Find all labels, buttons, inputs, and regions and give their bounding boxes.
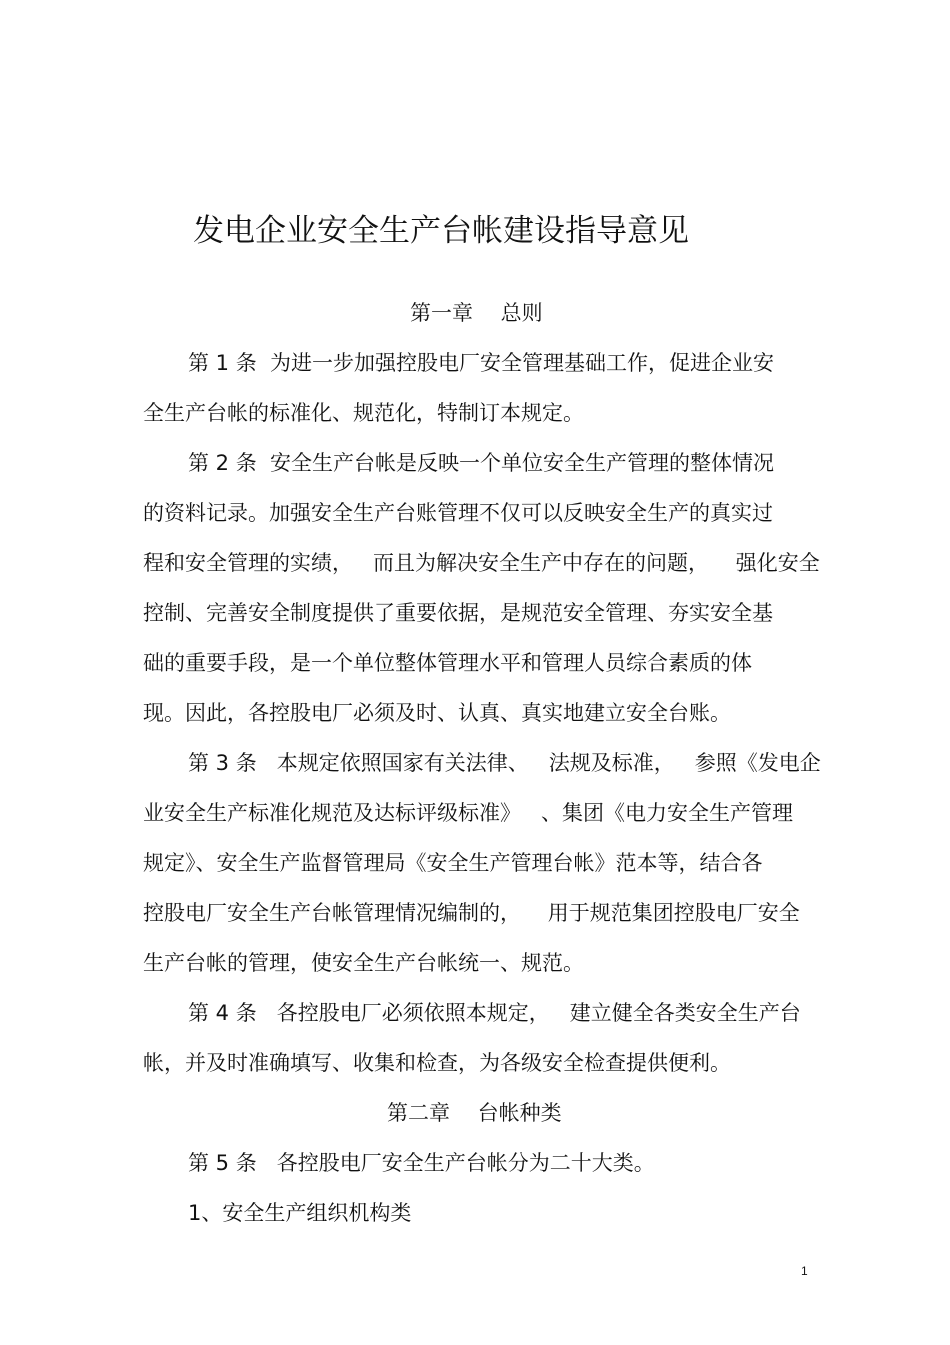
page-number: 1	[801, 1264, 808, 1278]
article-3-line-1: 第 3 条 本规定依照国家有关法律、 法规及标准， 参照《发电企	[188, 751, 821, 775]
article-2-line-3: 程和安全管理的实绩， 而且为解决安全生产中存在的问题， 强化安全	[143, 551, 820, 575]
article-2-line-6: 现。因此，各控股电厂必须及时、认真、真实地建立安全台账。	[143, 701, 731, 725]
article-4-line-1: 第 4 条 各控股电厂必须依照本规定， 建立健全各类安全生产台	[188, 1001, 801, 1025]
article-3-line-3: 规定》、安全生产监督管理局《安全生产管理台帐》范本等，结合各	[143, 851, 763, 875]
article-3-line-4: 控股电厂安全生产台帐管理情况编制的， 用于规范集团控股电厂安全	[143, 901, 800, 925]
article-2-line-2: 的资料记录。加强安全生产台账管理不仅可以反映安全生产的真实过	[143, 501, 773, 525]
article-1-line-1: 第 1 条 为进一步加强控股电厂安全管理基础工作，促进企业安	[188, 351, 775, 375]
chapter-heading-1: 第一章 总则	[410, 301, 543, 325]
article-1-line-2: 全生产台帐的标准化、规范化，特制订本规定。	[143, 401, 584, 425]
list-item-1: 1、安全生产组织机构类	[188, 1201, 412, 1225]
article-3-line-5: 生产台帐的管理，使安全生产台帐统一、规范。	[143, 951, 584, 975]
article-4-line-2: 帐，并及时准确填写、收集和检查，为各级安全检查提供便利。	[143, 1051, 731, 1075]
article-2-line-5: 础的重要手段，是一个单位整体管理水平和管理人员综合素质的体	[143, 651, 752, 675]
document-title: 发电企业安全生产台帐建设指导意见	[193, 213, 689, 249]
article-5-line-1: 第 5 条 各控股电厂安全生产台帐分为二十大类。	[188, 1151, 655, 1175]
article-2-line-1: 第 2 条 安全生产台帐是反映一个单位安全生产管理的整体情况	[188, 451, 775, 475]
article-2-line-4: 控制、完善安全制度提供了重要依据，是规范安全管理、夯实安全基	[143, 601, 773, 625]
chapter-heading-2: 第二章 台帐种类	[387, 1101, 562, 1125]
article-3-line-2: 业安全生产标准化规范及达标评级标准》 、集团《电力安全生产管理	[143, 801, 794, 825]
